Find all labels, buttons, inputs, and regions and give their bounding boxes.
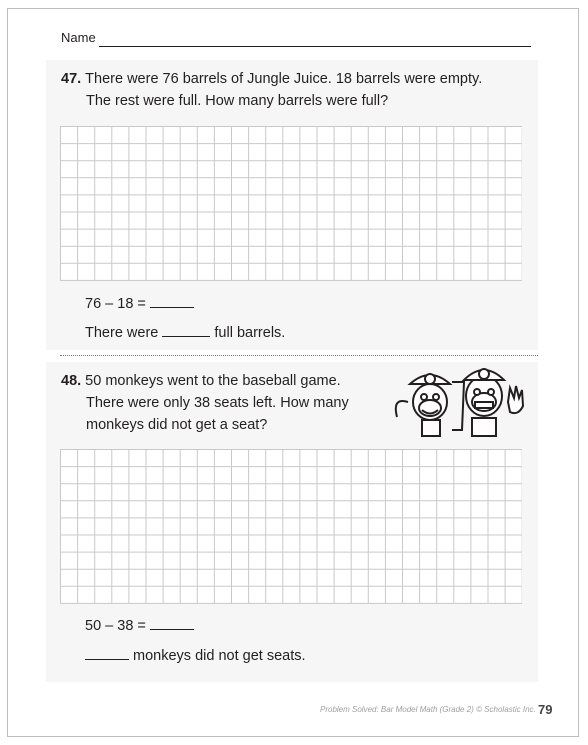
footer-credit: Problem Solved: Bar Model Math (Grade 2) © Scholastic Inc. <box>320 705 536 714</box>
problem-47-text <box>61 68 482 112</box>
bar-model-grid-48[interactable] <box>60 449 522 604</box>
answer-suffix: full barrels. <box>214 325 286 341</box>
answer-suffix: monkeys did not get seats. <box>133 648 306 664</box>
name-field[interactable] <box>99 46 531 47</box>
name-label: Name <box>61 30 96 45</box>
monkeys-baseball-illustration <box>392 362 532 442</box>
problem-number: 47. <box>61 71 82 87</box>
answer-sentence-47 <box>85 323 285 341</box>
page-number: 79 <box>538 702 553 717</box>
equation-47 <box>85 294 194 312</box>
bar-model-grid-47[interactable] <box>60 126 522 281</box>
problem-48-text <box>61 370 349 436</box>
problem-line: 50 monkeys went to the baseball game. <box>85 373 341 389</box>
equation-48 <box>85 616 194 634</box>
section-divider <box>60 355 538 356</box>
problem-line: There were 76 barrels of Jungle Juice. 18 barrels were empty. <box>85 71 483 87</box>
answer-blank[interactable] <box>85 646 129 660</box>
equation-text: 50 – 38 = <box>85 618 146 634</box>
problem-number: 48. <box>61 373 82 389</box>
answer-prefix: There were <box>85 325 159 341</box>
problem-line: There were only 38 seats left. How many <box>86 395 349 411</box>
answer-blank[interactable] <box>150 294 194 308</box>
equation-text: 76 – 18 = <box>85 296 146 312</box>
problem-line: The rest were full. How many barrels were full? <box>86 93 389 109</box>
problem-line: monkeys did not get a seat? <box>86 417 268 433</box>
answer-sentence-48 <box>85 646 306 664</box>
answer-blank[interactable] <box>150 616 194 630</box>
answer-blank[interactable] <box>162 323 210 337</box>
